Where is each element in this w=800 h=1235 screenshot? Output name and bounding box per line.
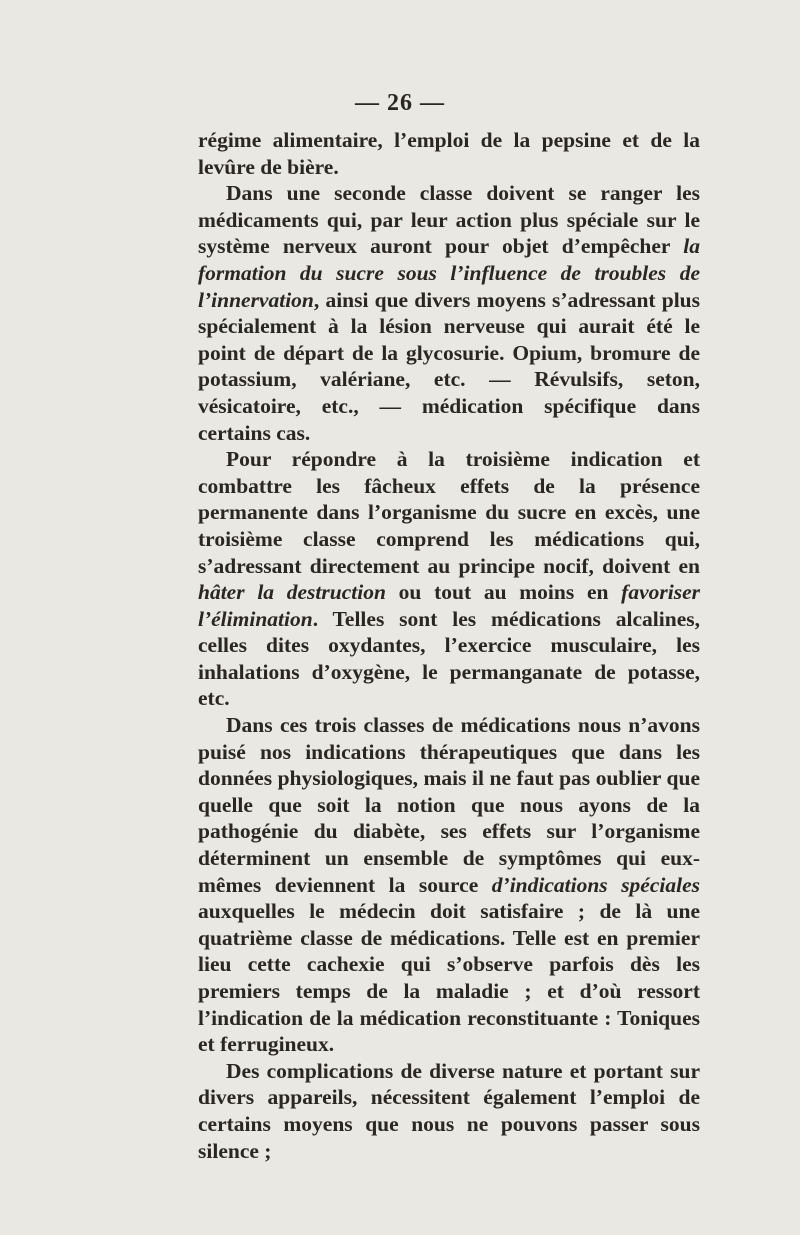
text-run: régime alimentaire, l’emploi de la pepsine et de la levûre de bière. [198,128,700,179]
text-run: Des complications de diverse nature et portant sur divers appareils, nécessitent également l’emploi de certains moyens que nous ne pouvons passer sous silence ; [198,1058,700,1163]
italic-text: hâter la destruction [198,580,386,605]
text-run: Pour répondre à la troisième indication et combattre les fâcheux effets de la présence permanente dans l’organisme du sucre en excès, une troisième classe comprend les médications qui, s’adressant directement au principe nocif, doivent en [198,447,700,578]
paragraph [198,1058,700,1164]
italic-text: d’indications spéciales [491,872,700,897]
italic-text: favoriser l’élimination [198,580,700,631]
body-text [198,127,700,1164]
page-number: — 26 — [355,90,445,116]
text-run: . Telles sont les médications alcalines, celles dites oxydantes, l’exercice musculaire, les inhalations d’oxygène, le permanganate de potasse, etc. [198,606,700,711]
italic-text: la formation du sucre sous l’influence de troubles de l’innervation [198,234,700,312]
text-run: auxquelles le médecin doit satisfaire ; de là une quatrième classe de médications. Telle est en premier lieu cette cachexie qui s’observe parfois dès les premiers temps de la maladie ; et d’où ressort l’indication de la médication reconstituante : Toniques et ferrugineux. [198,899,700,1057]
paragraph [198,446,700,712]
paragraph [198,180,700,446]
text-run: , ainsi que divers moyens s’adressant plus spécialement à la lésion nerveuse qui aurait été le point de départ de la glycosurie. Opium, bromure de potassium, valériane, etc. — Révulsifs, seton, vésicatoire, etc., — médication spécifique dans certains cas. [198,287,700,445]
text-run: ou tout au moins en [385,580,622,605]
text-run: Dans une seconde classe doivent se ranger les médicaments qui, par leur action plus spéciale sur le système nerveux auront pour objet d’empêcher [198,181,700,259]
paragraph [198,712,700,1058]
text-run: Dans ces trois classes de médications nous n’avons puisé nos indications thérapeutiques que dans les données physiologiques, mais il ne faut pas oublier que quelle que soit la notion que nous ayons de la pathogénie du diabète, ses effets sur l’organisme déterminent un ensemble de symptômes qui eux-mêmes deviennent la source [198,713,700,897]
paragraph [198,127,700,180]
